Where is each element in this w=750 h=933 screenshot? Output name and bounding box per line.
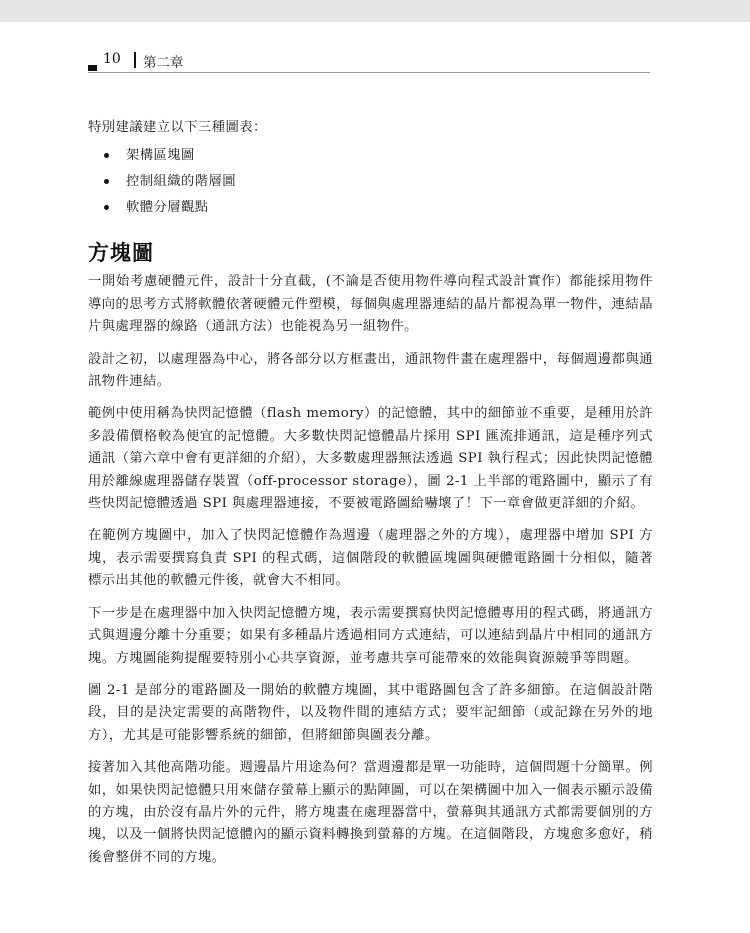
paragraph: 圖 2-1 是部分的電路圖及一開始的軟體方塊圖，其中電路圖包含了許多細節。在這個設計階段，目的是決定需要的高階物件，以及物件間的連結方式；要牢記細節（或記錄在另外的地方），尤其是可能影響系統的細節，但將細節與圖表分離。	[88, 682, 653, 743]
page-number: 10	[103, 51, 121, 67]
list-item	[88, 143, 653, 169]
paragraph: 範例中使用稱為快閃記憶體（flash memory）的記憶體，其中的細節並不重要，是種用於許多設備價格較為便宜的記憶體。大多數快閃記憶體晶片採用 SPI 匯流排通訊，這是種序列式通訊（第六章中會有更詳細的介紹），大多數處理器無法透過 SPI 執行程式；因此快閃記憶體用於離線處理器儲存裝置（off-processor storage），圖 2-1 上半部的電路圖中，顯示了有些快閃記憶體透過 SPI 與處理器連接，不要被電路圖給嚇壞了！下一章會做更詳細的介紹。	[88, 406, 653, 512]
header-marker	[88, 65, 97, 71]
bullet-icon	[104, 205, 109, 210]
bullet-icon	[104, 153, 109, 158]
paragraph: 下一步是在處理器中加入快閃記憶體方塊，表示需要撰寫快閃記憶體專用的程式碼，將通訊方式與週邊分離十分重要；如果有多種晶片透過相同方式連結，可以連結到晶片中相同的通訊方塊。方塊圖能夠提醒要特別小心共享資源，並考慮共享可能帶來的效能與資源競爭等問題。	[88, 605, 653, 666]
list-item-label: 控制組織的階層圖	[126, 174, 236, 190]
intro-text: 特別建議建立以下三種圖表：	[88, 120, 267, 135]
paragraph: 在範例方塊圖中，加入了快閃記憶體作為週邊（處理器之外的方塊），處理器中增加 SPI 方塊，表示需要撰寫負責 SPI 的程式碼，這個階段的軟體區塊圖與硬體電路圖十分相似，隨著標示出其他的軟體元件後，就會大不相同。	[88, 528, 653, 589]
page-body	[88, 117, 653, 879]
diagram-list	[88, 143, 653, 221]
list-item	[88, 169, 653, 195]
paragraph: 一開始考慮硬體元件，設計十分直截，(不論是否使用物件導向程式設計實作）都能採用物件導向的思考方式將軟體依著硬體元件塑模，每個與處理器連結的晶片都視為單一物件，連結晶片與處理器的線路（通訊方法）也能視為另一組物件。	[88, 274, 653, 335]
paragraph: 接著加入其他高階功能。週邊晶片用途為何？當週邊都是單一功能時，這個問題十分簡單。例如，如果快閃記憶體只用來儲存螢幕上顯示的點陣圖，可以在架構圖中加入一個表示顯示設備的方塊，由於沒有晶片外的元件，將方塊畫在處理器當中，螢幕與其通訊方式都需要個別的方塊，以及一個將快閃記憶體內的顯示資料轉換到螢幕的方塊。在這個階段，方塊愈多愈好，稍後會整併不同的方塊。	[88, 760, 653, 865]
bullet-icon	[104, 179, 109, 184]
paragraph: 設計之初，以處理器為中心，將各部分以方框畫出，通訊物件畫在處理器中，每個週邊都與通訊物件連結。	[88, 351, 653, 390]
top-margin-band	[0, 0, 750, 22]
running-header	[88, 50, 650, 73]
list-item	[88, 195, 653, 221]
chapter-title: 第二章	[143, 55, 184, 71]
section-heading: 方塊圖	[88, 241, 154, 266]
header-divider	[134, 52, 136, 68]
list-item-label: 軟體分層觀點	[126, 200, 209, 216]
list-item-label: 架構區塊圖	[126, 148, 195, 164]
